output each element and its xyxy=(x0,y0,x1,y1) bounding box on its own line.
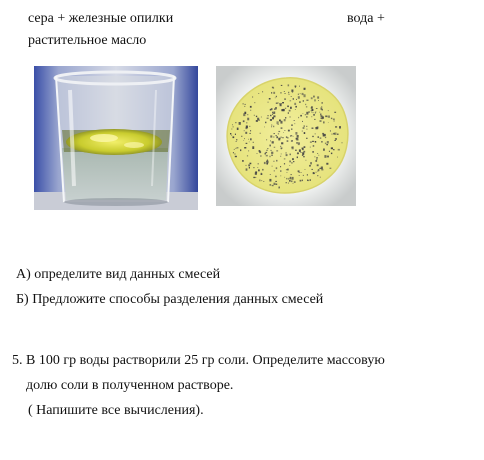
caption-water: вода + xyxy=(347,11,385,26)
question-b: Б) Предложите способы разделения данных смесей xyxy=(16,292,324,307)
caption-sulfur-iron: сера + железные опилки xyxy=(28,11,174,26)
beaker-photo xyxy=(34,66,198,210)
task5-line3: ( Напишите все вычисления). xyxy=(28,403,204,418)
question-a: А) определите вид данных смесей xyxy=(16,267,221,282)
caption-vegetable-oil: растительное масло xyxy=(28,33,147,48)
task5-line2: долю соли в полученном растворе. xyxy=(26,378,234,393)
task5-line1: 5. В 100 гр воды растворили 25 гр соли. Определите массовую xyxy=(12,353,385,368)
plate-photo xyxy=(216,66,356,206)
beaker-with-oil-icon xyxy=(34,66,198,210)
plate-with-sulfur-iron-mixture-icon xyxy=(216,66,356,206)
